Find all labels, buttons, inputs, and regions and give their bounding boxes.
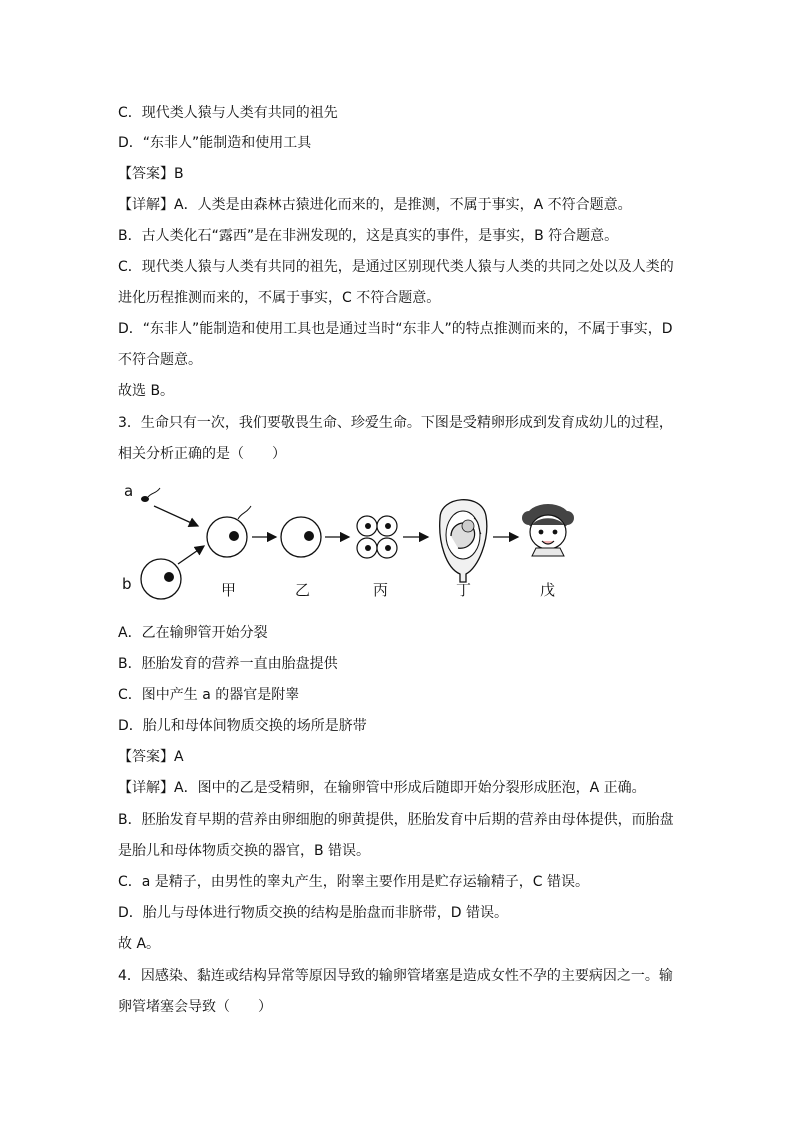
q3-detail-c: C．a 是精子，由男性的睾丸产生，附睾主要作用是贮存运输精子，C 错误。 xyxy=(118,874,590,890)
q3-option-c: C．图中产生 a 的器官是附睾 xyxy=(118,687,300,703)
fertilization-development-figure xyxy=(118,478,578,608)
q3-option-d: D．胎儿和母体间物质交换的场所是脐带 xyxy=(118,718,367,734)
q4-stem-line1: 4．因感染、黏连或结构异常等原因导致的输卵管堵塞是造成女性不孕的主要病因之一。输 xyxy=(118,968,673,984)
q2-option-c: C．现代类人猿与人类有共同的祖先 xyxy=(118,105,338,121)
q3-detail-d: D．胎儿与母体进行物质交换的结构是胎盘而非脐带，D 错误。 xyxy=(118,905,509,921)
q3-option-b: B．胚胎发育的营养一直由胎盘提供 xyxy=(118,656,338,672)
stage-label-yi: 乙 xyxy=(295,581,311,599)
q2-option-d: D．“东非人”能制造和使用工具 xyxy=(118,135,312,151)
q2-detail-d-line2: 不符合题意。 xyxy=(118,352,202,368)
q3-conclusion: 故 A。 xyxy=(118,936,161,952)
q2-detail-c-line1: C．现代类人猿与人类有共同的祖先，是通过区别现代类人猿与人类的共同之处以及人类的 xyxy=(118,259,674,275)
stage-label-jia: 甲 xyxy=(221,581,237,599)
stage-bing-cell-division-icon xyxy=(357,516,397,558)
q2-detail-d-line1: D．“东非人”能制造和使用工具也是通过当时“东非人”的特点推测而来的，不属于事实，D xyxy=(118,321,673,337)
stage-label-bing: 丙 xyxy=(373,581,389,599)
stage-label-ding: 丁 xyxy=(456,581,472,599)
stage-yi-zygote-icon xyxy=(281,517,321,557)
q3-option-a: A．乙在输卵管开始分裂 xyxy=(118,625,268,641)
stage-jia-fertilization-icon xyxy=(207,506,251,557)
label-b: b xyxy=(122,575,132,593)
q2-detail-c-line2: 进化历程推测而来的，不属于事实，C 不符合题意。 xyxy=(118,290,441,306)
arrow-egg xyxy=(178,546,204,564)
q3-stem-line1: 3．生命只有一次，我们要敬畏生命、珍爱生命。下图是受精卵形成到发育成幼儿的过程， xyxy=(118,415,673,431)
stage-ding-fetus-in-uterus-icon xyxy=(440,500,487,582)
q2-detail-b: B．古人类化石“露西”是在非洲发现的，这是真实的事件，是事实，B 符合题意。 xyxy=(118,228,619,244)
arrow-sperm xyxy=(154,506,198,526)
label-a: a xyxy=(124,482,134,500)
q3-stem-line2: 相关分析正确的是（ ） xyxy=(118,446,286,462)
stage-wu-toddler-icon xyxy=(522,504,574,556)
q3-detail-a: 【详解】A．图中的乙是受精卵，在输卵管中形成后随即开始分裂形成胚泡，A 正确。 xyxy=(118,780,646,796)
q4-stem-line2: 卵管堵塞会导致（ ） xyxy=(118,999,272,1015)
q3-answer: 【答案】A xyxy=(118,749,184,765)
q2-answer: 【答案】B xyxy=(118,166,184,182)
q2-conclusion: 故选 B。 xyxy=(118,383,175,399)
q3-detail-b-line1: B．胚胎发育早期的营养由卵细胞的卵黄提供，胚胎发育中后期的营养由母体提供，而胎盘 xyxy=(118,812,674,828)
q2-detail-a: 【详解】A．人类是由森林古猿进化而来的，是推测，不属于事实，A 不符合题意。 xyxy=(118,197,632,213)
q3-detail-b-line2: 是胎儿和母体物质交换的器官，B 错误。 xyxy=(118,843,371,859)
stage-label-wu: 戊 xyxy=(540,581,556,599)
sperm-icon xyxy=(141,488,160,502)
egg-cell-icon xyxy=(141,559,181,599)
